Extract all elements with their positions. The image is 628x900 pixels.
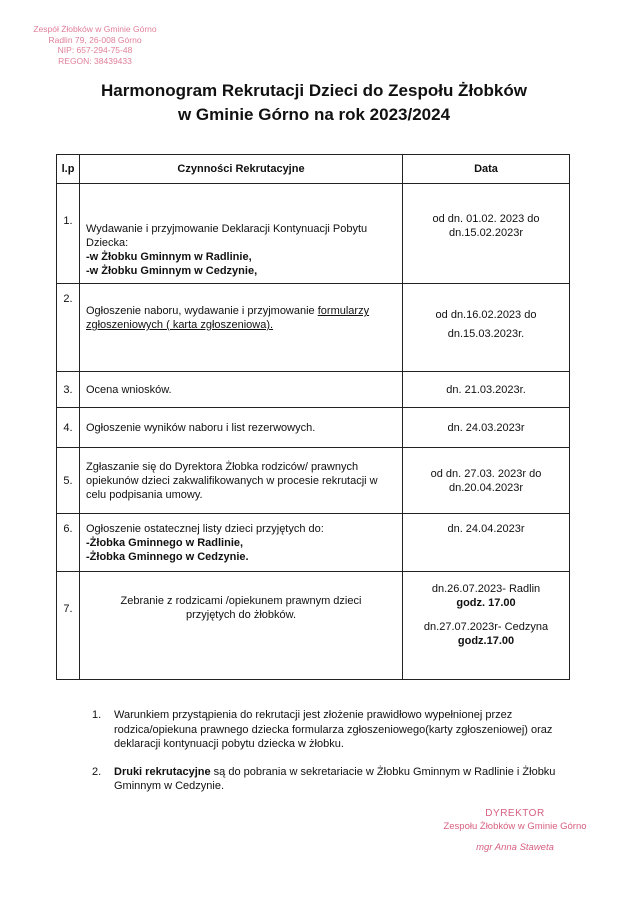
table-row [57, 284, 570, 372]
stamp-name: Zespół Żłobków w Gminie Górno [33, 24, 157, 34]
table-row [57, 514, 570, 572]
notes-list [92, 708, 572, 807]
activity-text [80, 304, 402, 318]
list-item [92, 765, 572, 794]
date-single: dn. 21.03.2023r. [446, 383, 526, 396]
header-activity: Czynności Rekrutacyjne [80, 155, 403, 184]
activity-location-1: -w Żłobku Gminnym w Radlinie, [86, 251, 252, 263]
row-activity-cell [80, 514, 403, 572]
meeting-time-radlin: godz. 17.00 [456, 597, 516, 609]
activity-text: Ogłoszenie wyników naboru i list rezerwowych. [86, 421, 316, 434]
row-number: 3. [63, 383, 73, 396]
signature-subtitle: Zespołu Żłobków w Gminie Górno [443, 821, 587, 832]
table-row [57, 448, 570, 514]
row-activity-cell [80, 372, 403, 408]
note-number: 1. [92, 709, 102, 721]
note-number: 2. [92, 765, 102, 778]
row-lp-cell [57, 284, 80, 372]
date-to: dn.15.03.2023r. [447, 328, 525, 340]
activity-location-2: -w Żłobku Gminnym w Cedzynie, [86, 265, 258, 277]
stamp-regon: REGON: 38439433 [58, 55, 132, 66]
row-activity-cell [80, 184, 403, 284]
date-to: dn.15.02.2023r [448, 227, 523, 239]
activity-text-line-1: Zebranie z rodzicami /opiekunem prawnym dzieci [120, 595, 362, 607]
meeting-date-radlin: dn.26.07.2023- Radlin [431, 583, 541, 595]
activity-text-line-2: przyjętych do żłobków. [185, 609, 297, 621]
activity-location-2: -Żłobka Gminnego w Cedzynie. [86, 551, 249, 563]
title-line-2: w Gminie Górno na rok 2023/2024 [177, 105, 451, 124]
row-activity-cell [80, 408, 403, 448]
row-lp-cell [57, 408, 80, 448]
row-date-cell [403, 514, 570, 572]
activity-location-1: -Żłobka Gminnego w Radlinie, [86, 537, 244, 549]
list-item [92, 708, 572, 752]
row-number: 4. [63, 421, 73, 434]
row-activity-cell [80, 284, 403, 372]
signature-title: DYREKTOR [485, 808, 545, 819]
activity-text: Ocena wniosków. [86, 383, 172, 396]
row-date-cell [403, 572, 570, 680]
date-single: dn. 24.03.2023r [447, 421, 525, 434]
note-bold-text: Druki rekrutacyjne [114, 765, 211, 778]
row-lp-cell [57, 572, 80, 680]
date-single: dn. 24.04.2023r [447, 523, 525, 535]
note-text: są do pobrania w sekretariacie w Żłobku Gminnym w Radlinie i Żłobku Gminnym w Cedzynie. [114, 765, 556, 792]
row-date-cell [403, 284, 570, 372]
title-line-1: Harmonogram Rekrutacji Dzieci do Zespołu Żłobków [100, 81, 527, 100]
row-activity-cell [80, 572, 403, 680]
date-from: od dn. 27.03. 2023r do [430, 467, 542, 480]
recruitment-schedule-table [56, 154, 570, 680]
row-date-cell [403, 372, 570, 408]
date-from: od dn. 01.02. 2023 do [432, 213, 540, 225]
table-row [57, 572, 570, 680]
row-date-cell [403, 184, 570, 284]
forms-link: formularzy [317, 305, 370, 317]
row-number: 1. [63, 215, 73, 227]
row-number: 5. [63, 474, 73, 487]
activity-text-main: Ogłoszenie naboru, wydawanie i przyjmowanie [86, 305, 318, 317]
row-date-cell [403, 448, 570, 514]
row-number: 2. [63, 293, 73, 305]
row-number: 7. [63, 603, 73, 615]
activity-text: Zgłaszanie się do Dyrektora Żłobka rodziców/ prawnych opiekunów dzieci zakwalifikowanych w procesie rekrutacji w celu podpisania umowy. [86, 460, 378, 501]
forms-link-continued: zgłoszeniowych ( karta zgłoszeniowa). [86, 319, 274, 331]
meeting-time-cedzyna: godz.17.00 [457, 635, 515, 647]
document-title [0, 79, 628, 127]
meeting-date-cedzyna: dn.27.07.2023r- Cedzyna [423, 621, 549, 633]
row-date-cell [403, 408, 570, 448]
row-activity-cell [80, 448, 403, 514]
date-to: dn.20.04.2023r [448, 481, 523, 494]
signature-name: mgr Anna Staweta [476, 842, 554, 853]
table-row [57, 408, 570, 448]
stamp-nip: NIP: 657-294-75-48 [57, 45, 133, 56]
row-number: 6. [63, 523, 73, 535]
activity-text: Ogłoszenie ostatecznej listy dzieci przyjętych do: [86, 523, 324, 535]
row-lp-cell [57, 514, 80, 572]
director-signature-stamp [440, 808, 590, 853]
institution-stamp [20, 24, 170, 66]
activity-text: Wydawanie i przyjmowanie Deklaracji Kontynuacji Pobytu Dziecka: [86, 223, 368, 249]
note-text: Warunkiem przystąpienia do rekrutacji jest złożenie prawidłowo wypełnionej przez rodzica/opiekuna prawnego dziecka formularza zgłoszeniowego(karty zgłoszeniowej) oraz deklaracji kontynuacji pobytu dziecka w żłobku. [114, 709, 553, 750]
stamp-address: Radlin 79, 26-008 Górno [48, 34, 142, 45]
date-from: od dn.16.02.2023 do [435, 309, 537, 321]
row-lp-cell [57, 372, 80, 408]
header-date: Data [403, 155, 570, 184]
table-row [57, 372, 570, 408]
table-row [57, 184, 570, 284]
table-header-row [57, 155, 570, 184]
row-lp-cell [57, 184, 80, 284]
header-lp: l.p [57, 155, 80, 184]
row-lp-cell [57, 448, 80, 514]
